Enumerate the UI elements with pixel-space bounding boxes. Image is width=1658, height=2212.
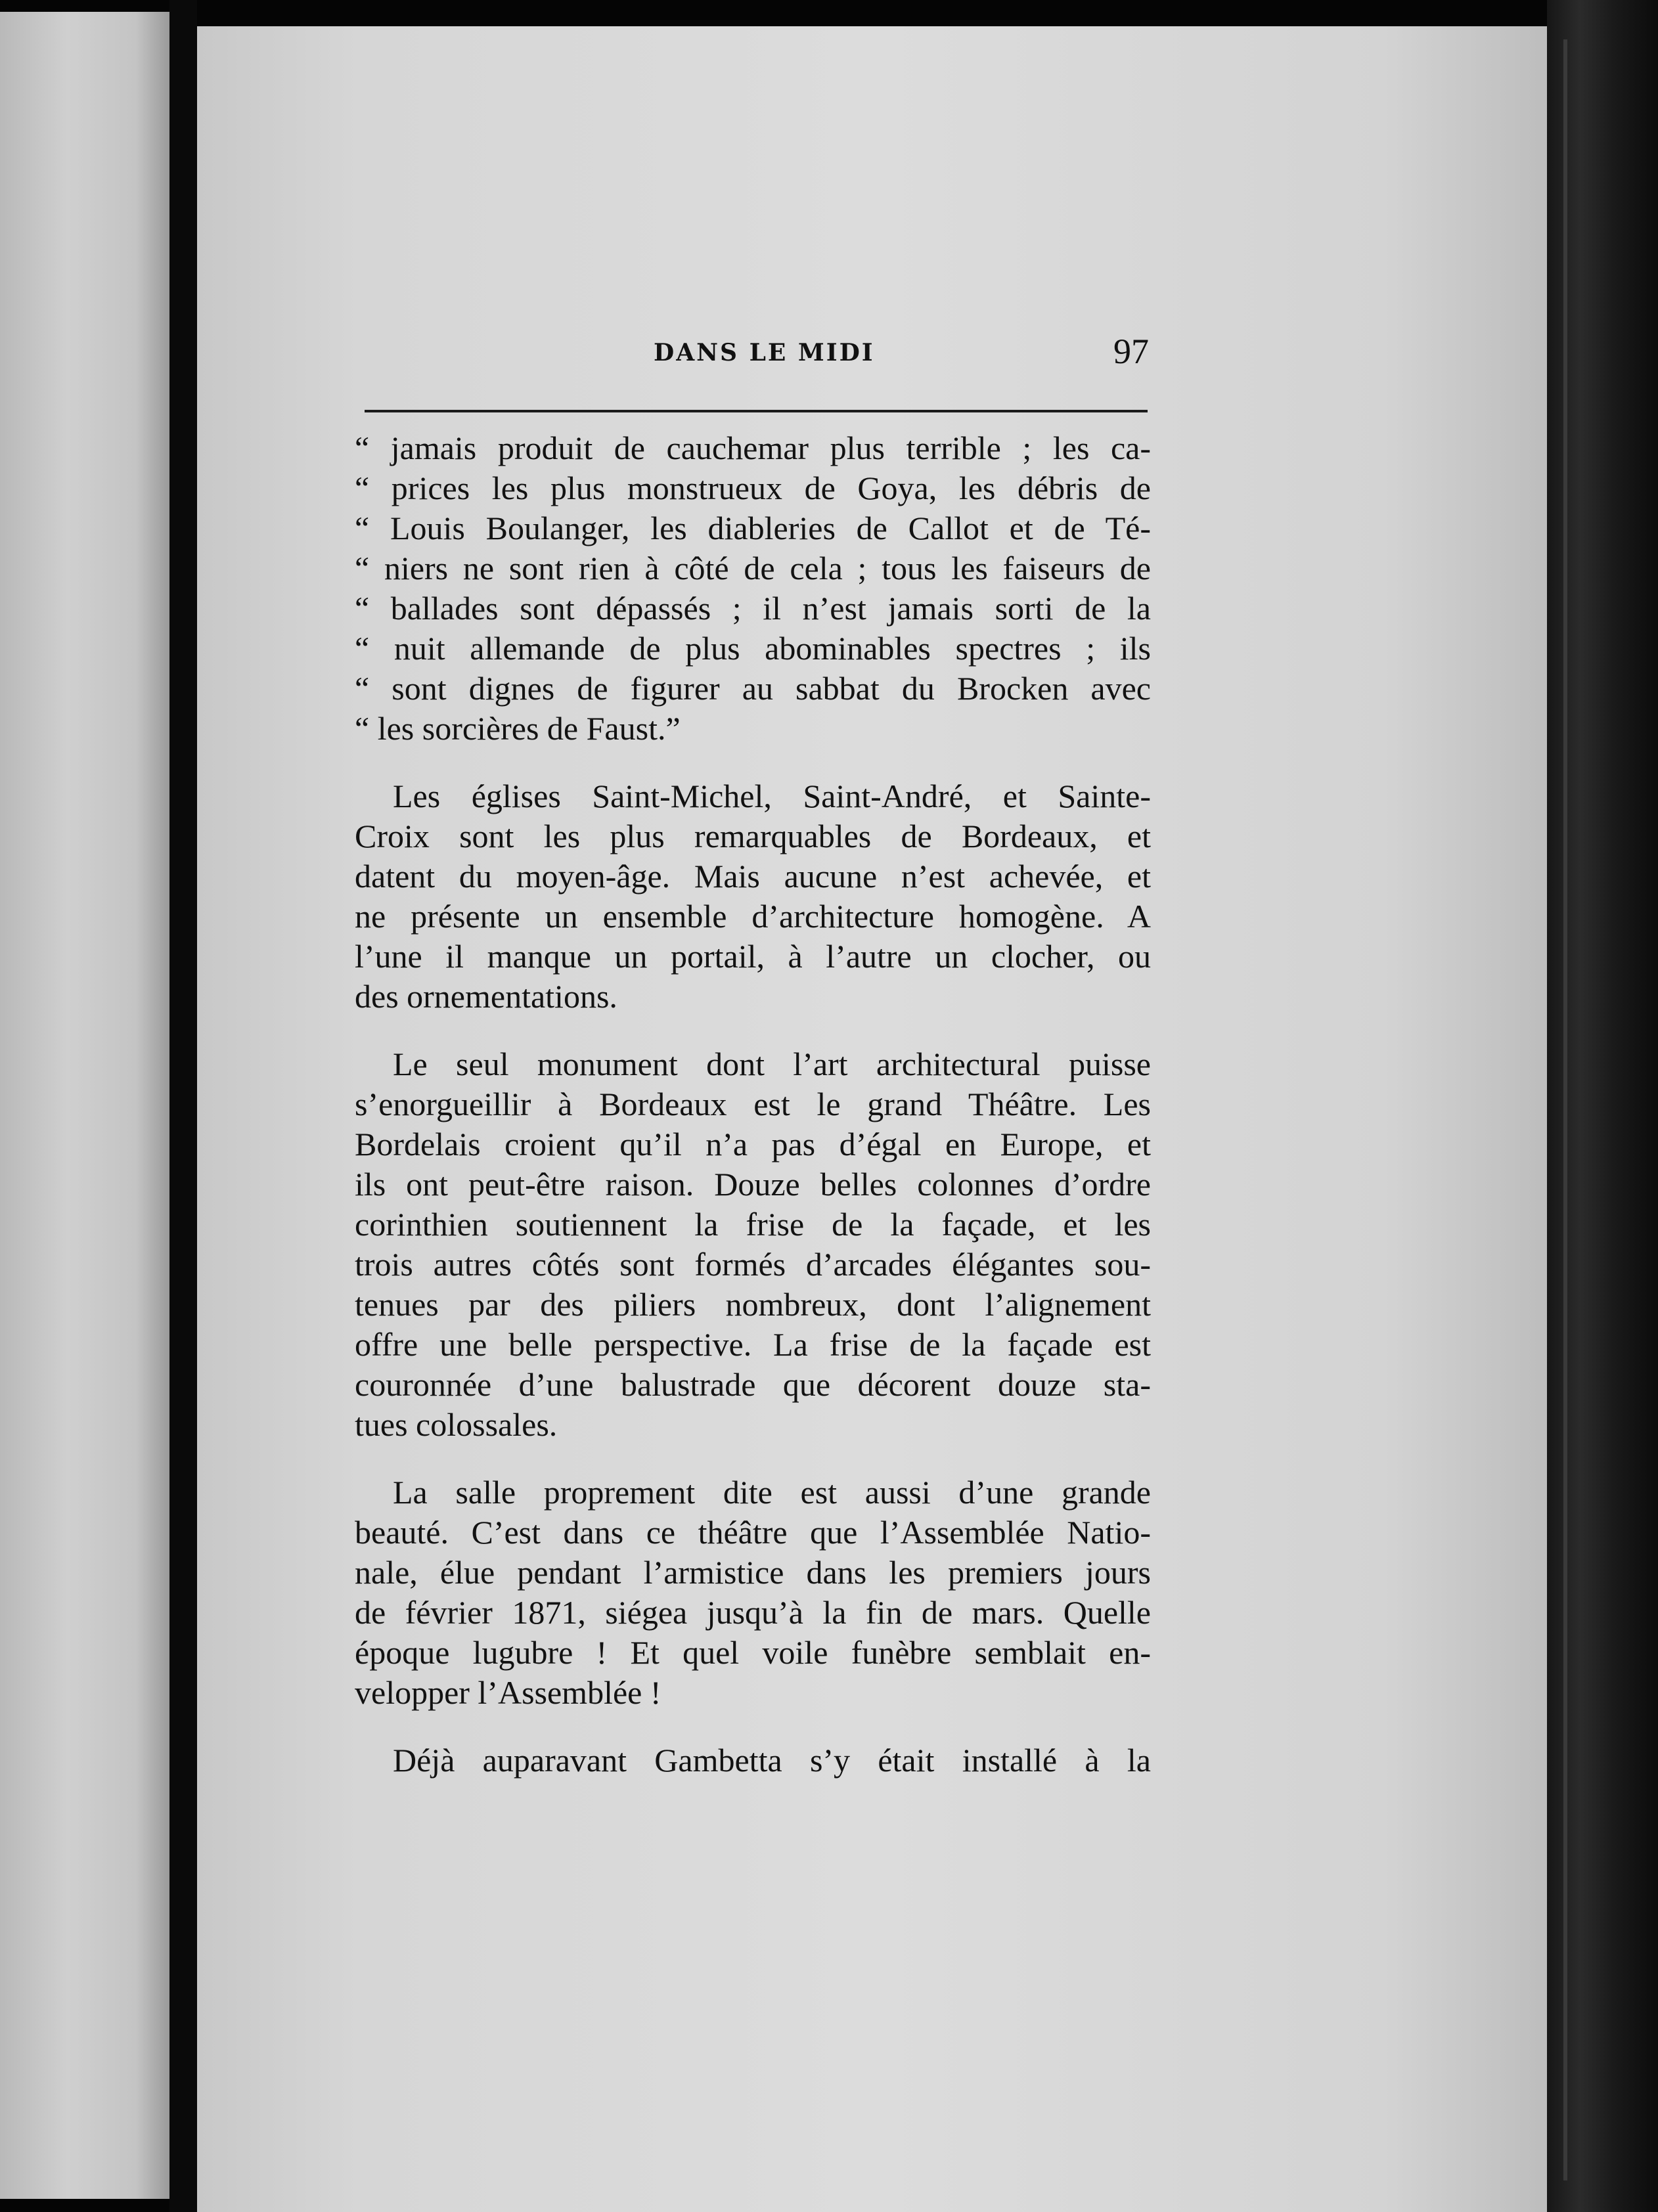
text-line: “ ballades sont dépassés ; il n’est jamais sorti de la: [355, 590, 1151, 627]
paragraph-theatre: [355, 1044, 1151, 1445]
text-line: “ prices les plus monstrueux de Goya, les débris de: [355, 470, 1151, 506]
body-text: [355, 428, 1151, 1808]
text-line: ils ont peut-être raison. Douze belles colonnes d’ordre: [355, 1166, 1151, 1203]
page-number: 97: [1113, 332, 1149, 371]
text-line: “ les sorcières de Faust.”: [355, 710, 681, 747]
binding-shadow-line: [1563, 39, 1567, 2180]
running-head: DANS LE MIDI: [654, 339, 875, 366]
text-line: Croix sont les plus remarquables de Bordeaux, et: [355, 818, 1151, 854]
text-line: Le seul monument dont l’art architectural puisse: [393, 1046, 1151, 1082]
text-line: “ nuit allemande de plus abominables spectres ; ils: [355, 630, 1151, 667]
text-line: ne présente un ensemble d’architecture homogène. A: [355, 898, 1151, 935]
text-line: offre une belle perspective. La frise de la façade est: [355, 1326, 1151, 1363]
text-line: nale, élue pendant l’armistice dans les premiers jours: [355, 1554, 1151, 1591]
text-line: “ sont dignes de figurer au sabbat du Brocken avec: [355, 670, 1151, 707]
paragraph-quotation: [355, 428, 1151, 749]
text-line: tues colossales.: [355, 1406, 558, 1443]
previous-page-edge: [0, 12, 169, 2199]
book-gutter: [169, 0, 197, 2212]
text-line: “ niers ne sont rien à côté de cela ; tous les faiseurs de: [355, 550, 1151, 586]
text-line: de février 1871, siégea jusqu’à la fin de mars. Quelle: [355, 1594, 1151, 1631]
text-line: “ Louis Boulanger, les diableries de Callot et de Té-: [355, 510, 1151, 546]
text-line: La salle proprement dite est aussi d’une grande: [393, 1474, 1151, 1511]
text-line: des ornementations.: [355, 978, 617, 1015]
header-rule: [365, 410, 1148, 412]
text-line: beauté. C’est dans ce théâtre que l’Assemblée Natio-: [355, 1514, 1151, 1551]
text-line: “ jamais produit de cauchemar plus terrible ; les ca-: [355, 430, 1151, 466]
paragraph-salle: [355, 1472, 1151, 1713]
text-line: corinthien soutiennent la frise de la façade, et les: [355, 1206, 1151, 1243]
text-line: s’enorgueillir à Bordeaux est le grand Théâtre. Les: [355, 1086, 1151, 1122]
text-line: datent du moyen-âge. Mais aucune n’est achevée, et: [355, 858, 1151, 895]
text-line: Déjà auparavant Gambetta s’y était installé à la: [393, 1742, 1151, 1779]
paragraph-gambetta: [355, 1740, 1151, 1781]
paragraph-eglises: [355, 776, 1151, 1017]
text-line: velopper l’Assemblée !: [355, 1674, 661, 1711]
text-line: époque lugubre ! Et quel voile funèbre semblait en-: [355, 1634, 1151, 1671]
text-line: couronnée d’une balustrade que décorent douze sta-: [355, 1366, 1151, 1403]
text-line: trois autres côtés sont formés d’arcades élégantes sou-: [355, 1246, 1151, 1283]
text-line: Bordelais croient qu’il n’a pas d’égal en Europe, et: [355, 1126, 1151, 1162]
text-line: l’une il manque un portail, à l’autre un clocher, ou: [355, 938, 1151, 975]
text-line: tenues par des piliers nombreux, dont l’alignement: [355, 1286, 1151, 1323]
text-line: Les églises Saint-Michel, Saint-André, et Sainte-: [393, 778, 1151, 814]
